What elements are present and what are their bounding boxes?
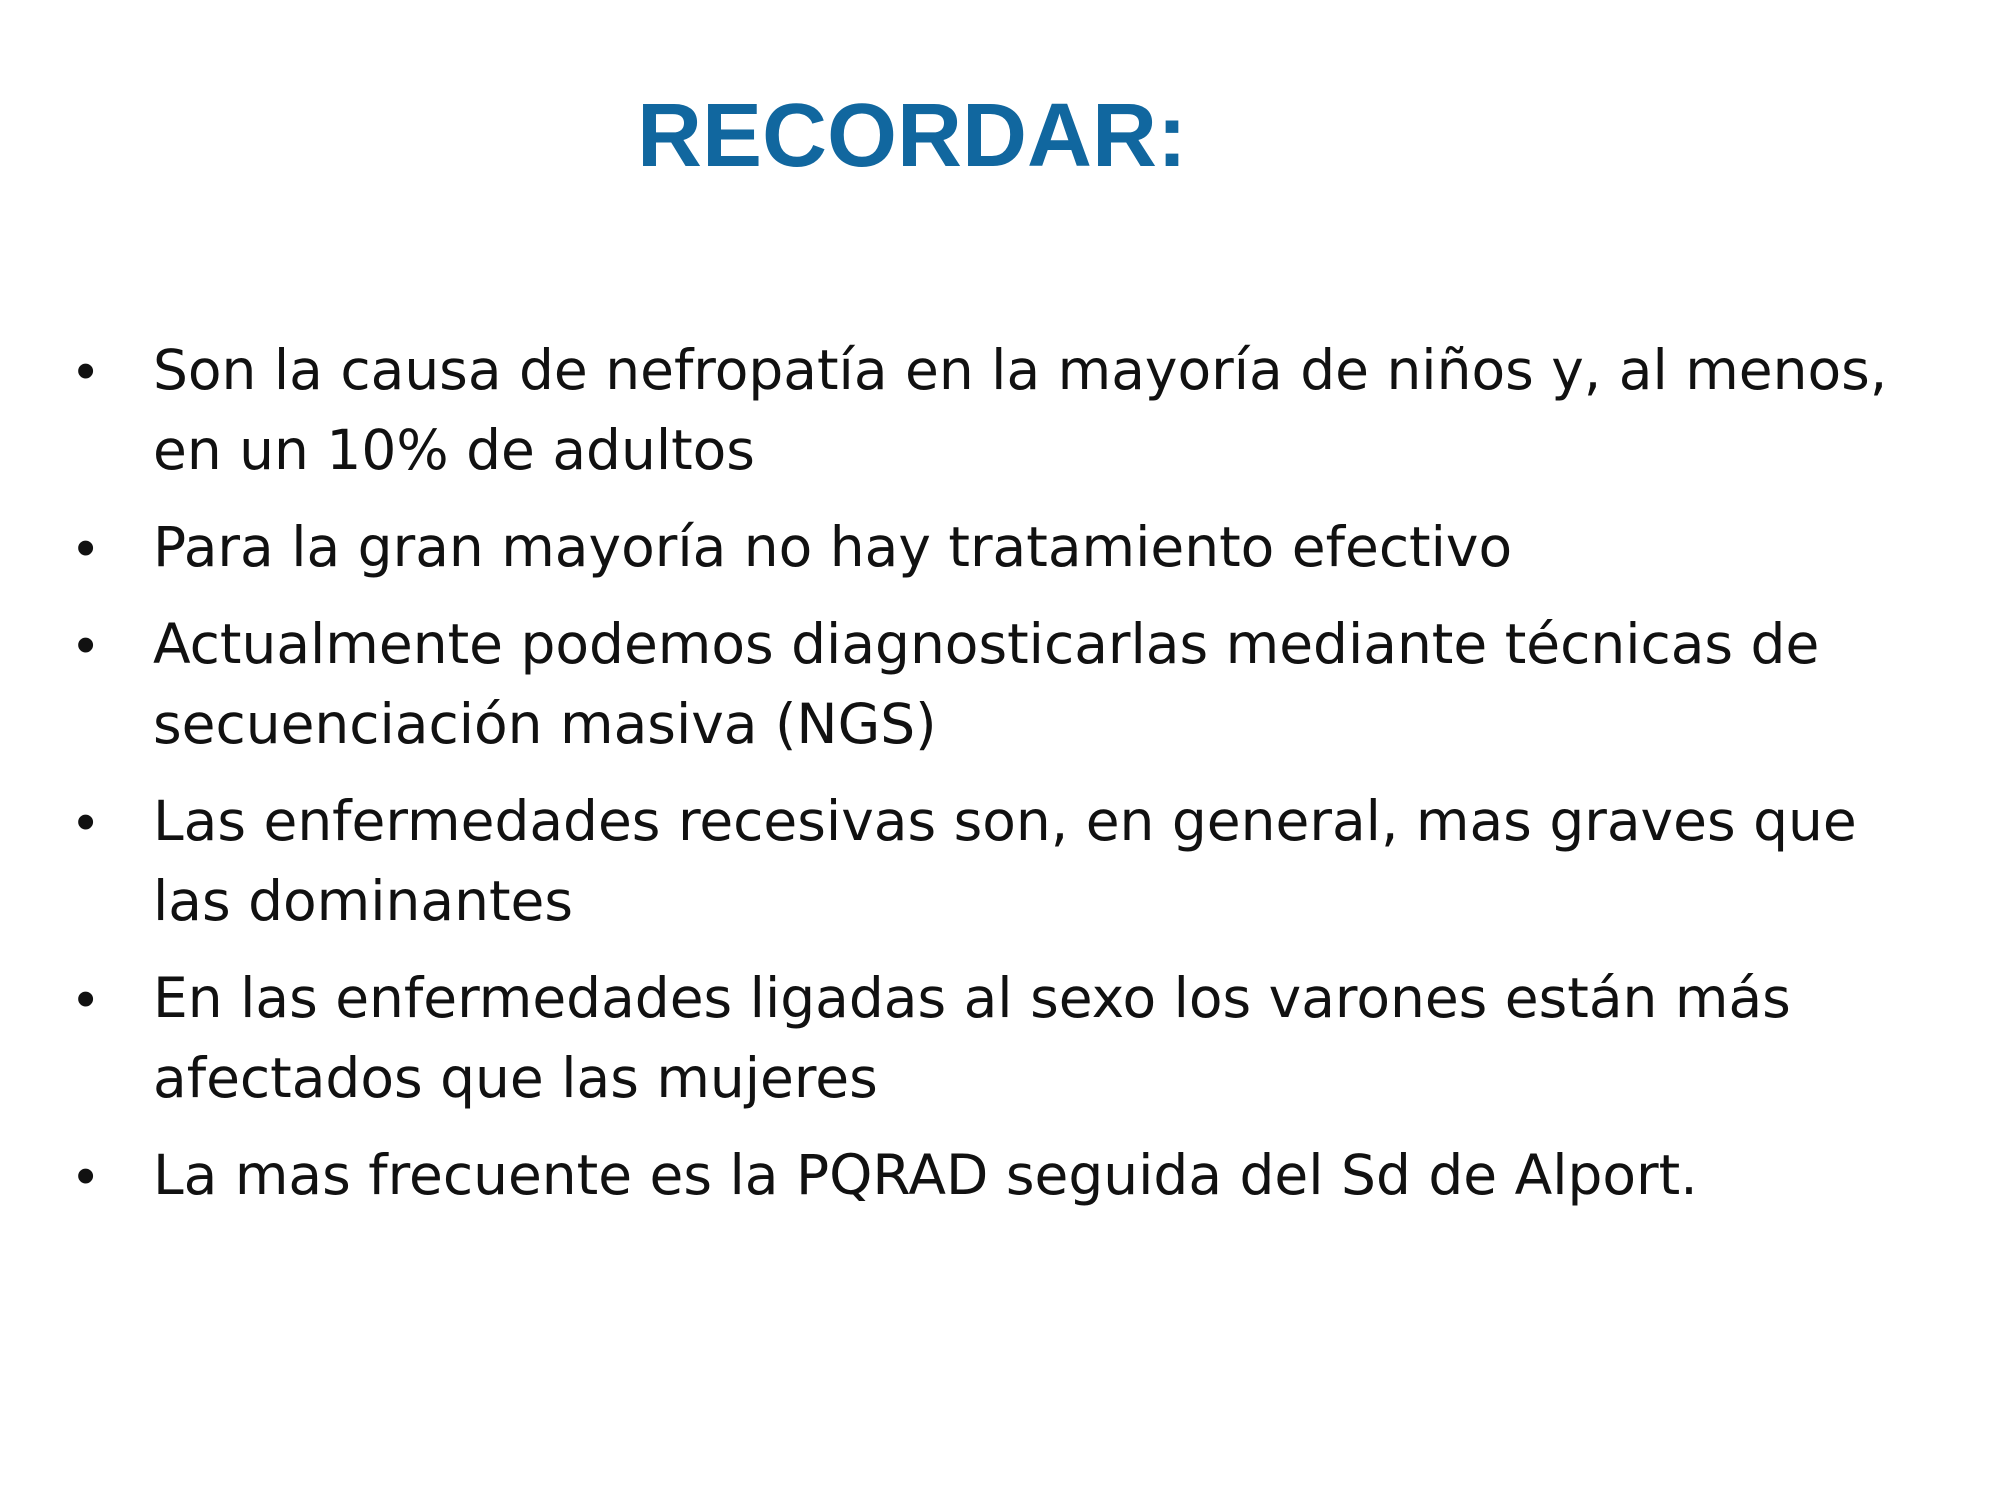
bullet-text: Las enfermedades recesivas son, en general, mas graves que las dominantes [153, 789, 1857, 933]
bullet-marker: • [76, 613, 96, 675]
bullet-item [70, 507, 1890, 587]
bullet-text: Para la gran mayoría no hay tratamiento efectivo [153, 515, 1513, 579]
bullet-item [70, 781, 1890, 941]
bullet-item [70, 330, 1890, 490]
bullet-text: Son la causa de nefropatía en la mayoría de niños y, al menos, en un 10% de adultos [153, 338, 1888, 482]
bullet-marker: • [76, 967, 96, 1029]
bullet-list [70, 330, 1890, 1232]
bullet-marker: • [76, 790, 96, 852]
bullet-text: La mas frecuente es la PQRAD seguida del Sd de Alport. [153, 1143, 1698, 1207]
bullet-marker: • [76, 1144, 96, 1206]
bullet-text: En las enfermedades ligadas al sexo los varones están más afectados que las mujeres [153, 966, 1791, 1110]
bullet-marker: • [76, 516, 96, 578]
bullet-text: Actualmente podemos diagnosticarlas mediante técnicas de secuenciación masiva (NGS) [153, 612, 1820, 756]
bullet-item [70, 1135, 1890, 1215]
slide-title: RECORDAR: [637, 86, 1187, 186]
bullet-item [70, 958, 1890, 1118]
bullet-item [70, 604, 1890, 764]
bullet-marker: • [76, 339, 96, 401]
